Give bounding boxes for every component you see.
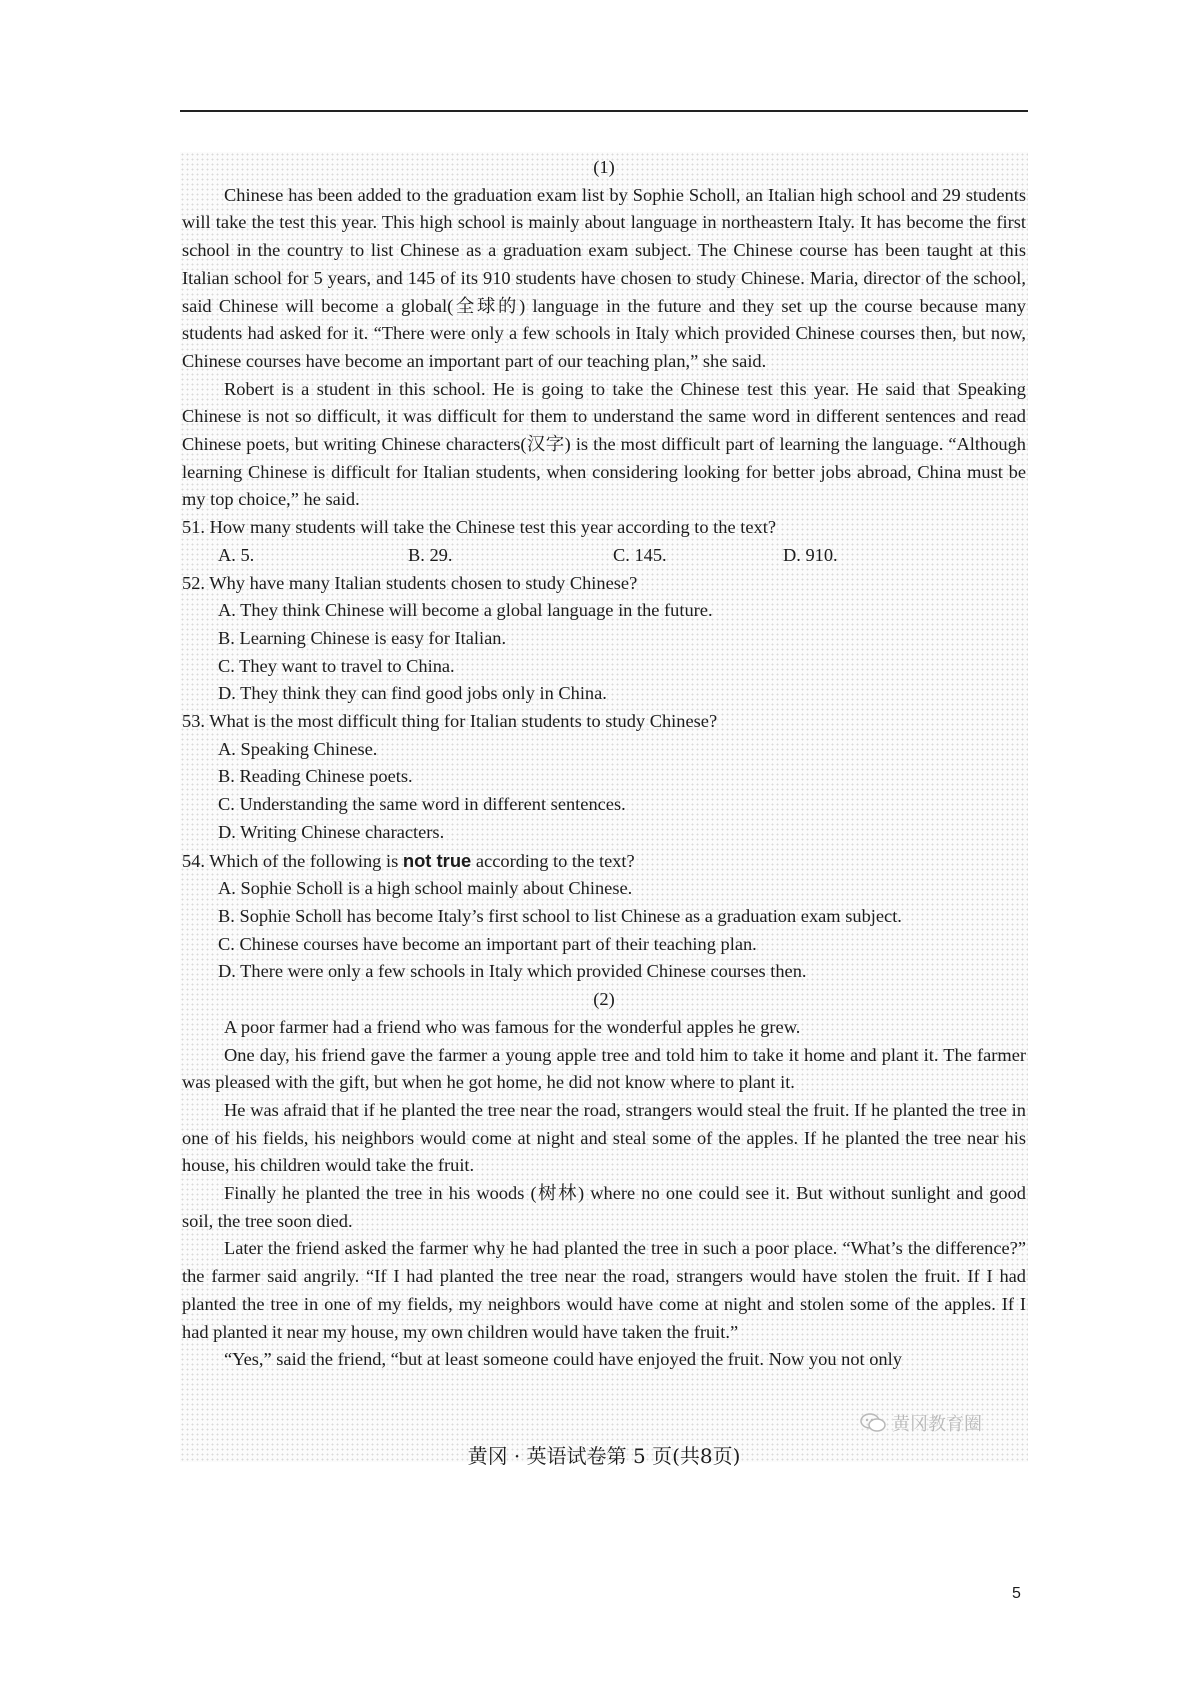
option: C. Chinese courses have become an important part of their teaching plan. [218,933,757,954]
question-53: 53. What is the most difficult thing for Italian students to study Chinese? [182,711,718,732]
passage-2-paragraph: “Yes,” said the friend, “but at least someone could have enjoyed the fruit. Now you not only [224,1349,902,1370]
option: C. They want to travel to China. [218,655,455,676]
passage-2-paragraph: A poor farmer had a friend who was famous for the wonderful apples he grew. [224,1016,801,1037]
passage-1-paragraph: Robert is a student in this school. He is going to take the Chinese test this year. He said that Speaking Chinese is not so difficult, it was difficult for them to understand the same word in different sentences and read Chinese poets, but writing Chinese characters(汉字) is the most difficult part of learning the language. “Although learning Chinese is difficult for Italian students, when considering looking for better jobs abroad, China must be my top choice,” he said. [182,378,1026,510]
option: D. There were only a few schools in Italy which provided Chinese courses then. [218,961,807,982]
question-54-suffix: according to the text? [471,850,635,871]
passage-2-paragraph: He was afraid that if he planted the tree near the road, strangers would steal the fruit. If he planted the tree in one of his fields, his neighbors would come at night and steal some of the apples. If he planted the tree near his house, his children would take the fruit. [182,1099,1026,1176]
option: D. 910. [783,544,838,565]
top-rule [180,110,1028,112]
page-footer: 黄冈 · 英语试卷第 5 页(共8页) [467,1444,741,1468]
passage-2-paragraph: One day, his friend gave the farmer a young apple tree and told him to take it home and plant it. The farmer was pleased with the gift, but when he got home, he did not know where to plant it. [182,1044,1026,1093]
option: C. Understanding the same word in different sentences. [218,794,626,815]
question-52: 52. Why have many Italian students chosen to study Chinese? [182,572,638,593]
passage-1-paragraph: Chinese has been added to the graduation exam list by Sophie Scholl, an Italian high school and 29 students will take the test this year. This high school is mainly about language in northeastern Italy. It has become the first school in the country to list Chinese as a graduation exam subject. The Chinese course has been taught at this Italian school for 5 years, and 145 of its 910 students have chosen to study Chinese. Maria, director of the school, said Chinese will become a global(全球的) language in the future and they set up the course because many students had asked for it. “There were only a few schools in Italy which provided Chinese courses then, but now, Chinese courses have become an important part of our teaching plan,” she said. [182,184,1026,371]
watermark [860,1410,982,1436]
option: D. Writing Chinese characters. [218,821,445,842]
watermark-text: 黄冈教育圈 [892,1414,982,1435]
option: B. 29. [408,544,453,565]
page-number: 5 [1012,1585,1021,1602]
passage-2-heading: (2) [593,989,615,1010]
passage-2-paragraph: Finally he planted the tree in his woods (树林) where no one could see it. But without sunlight and good soil, the tree soon died. [182,1183,1026,1231]
option: A. Speaking Chinese. [218,738,378,759]
option: B. Sophie Scholl has become Italy’s first school to list Chinese as a graduation exam subject. [218,905,902,926]
question-51-options [182,542,1026,570]
passage-1-heading: (1) [593,157,615,177]
question-54-prefix: 54. Which of the following is [182,850,403,871]
wechat-icon [860,1413,886,1433]
question-51: 51. How many students will take the Chinese test this year according to the text? [182,517,776,538]
exam-content [182,154,1026,1374]
option: B. Reading Chinese poets. [218,766,413,787]
passage-2-paragraph: Later the friend asked the farmer why he had planted the tree in such a poor place. “What’s the difference?” the farmer said angrily. “If I had planted the tree near the road, strangers would have stolen the fruit. If I had planted the tree in one of my fields, my neighbors would have come at night and stolen some of the apples. If I had planted it near my house, my own children would have taken the fruit.” [182,1238,1026,1342]
option: C. 145. [613,544,667,565]
question-54-emphasis: not true [402,849,472,871]
option: D. They think they can find good jobs only in China. [218,683,607,704]
question-54 [182,847,1026,876]
option: A. Sophie Scholl is a high school mainly about Chinese. [218,878,633,899]
option: A. 5. [218,544,255,565]
option: A. They think Chinese will become a global language in the future. [218,600,713,621]
option: B. Learning Chinese is easy for Italian. [218,627,507,648]
